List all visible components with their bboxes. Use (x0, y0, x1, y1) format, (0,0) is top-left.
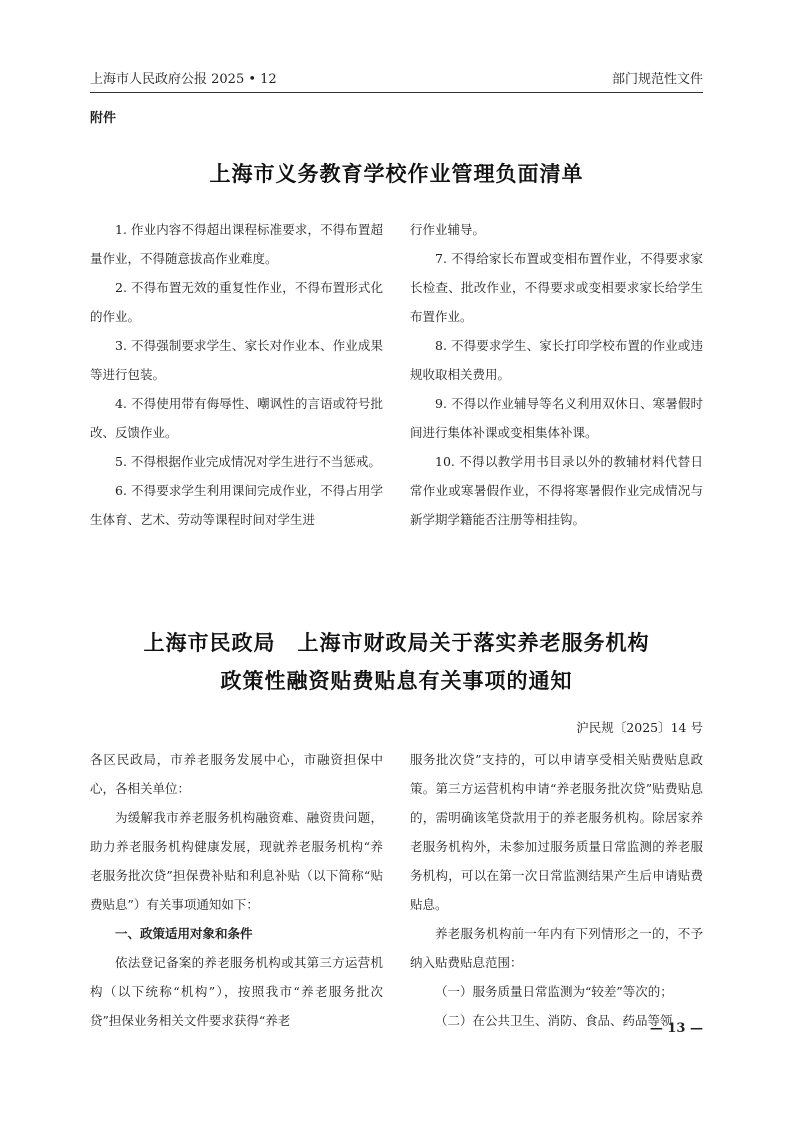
body-paragraph: 服务批次贷”支持的，可以申请享受相关贴费贴息政策。第三方运营机构申请“养老服务批次贷”贴费贴息的，需明确该笔贷款用于的养老服务机构。除居家养老服务机构外，未参加过服务质量日常监测的养老服务机构，可以在第一次日常监测结果产生后申请贴费贴息。 (410, 752, 703, 912)
list-item: 1. 作业内容不得超出课程标准要求，不得布置超量作业，不得随意拔高作业难度。 (90, 222, 383, 266)
doc2-left-column (90, 745, 383, 1035)
intro-paragraph: 为缓解我市养老服务机构融资难、融资贵问题，助力养老服务机构健康发展，现就养老服务机构“养老服务批次贷”担保费补贴和利息补贴（以下简称“贴费贴息”）有关事项通知如下： (90, 810, 383, 912)
gazette-title: 上海市人民政府公报 2025 • 12 (90, 72, 277, 87)
doc2-right-column (410, 745, 703, 1035)
doc1-title: 上海市义务教育学校作业管理负面清单 (209, 162, 584, 186)
list-item: 10. 不得以教学用书目录以外的教辅材料代替日常作业或寒暑假作业，不得将寒暑假作业完成情况与新学期学籍能否注册等相挂钩。 (410, 454, 703, 527)
body-paragraph: 依法登记备案的养老服务机构或其第三方运营机构（以下统称“机构”），按照我市“养老服务批次贷”担保业务相关文件要求获得“养老 (90, 955, 383, 1028)
list-item-continuation: 行作业辅导。 (410, 222, 486, 237)
list-item: （二）在公共卫生、消防、食品、药品等领 (435, 1013, 673, 1028)
list-item: 2. 不得布置无效的重复性作业，不得布置形式化的作业。 (90, 280, 383, 324)
list-item: （一）服务质量日常监测为“较差”等次的； (435, 984, 673, 999)
doc-number: 沪民规〔2025〕14 号 (576, 720, 703, 735)
doc1-right-column (410, 215, 703, 534)
doc2-title-line2: 政策性融资贴费贴息有关事项的通知 (220, 669, 573, 693)
page-number: — 13 — (649, 1021, 703, 1036)
doc2-title-line1: 上海市民政局 上海市财政局关于落实养老服务机构 (143, 631, 650, 655)
doc1-left-column (90, 215, 383, 534)
section-heading: 一、政策适用对象和条件 (115, 926, 253, 941)
list-item: 3. 不得强制要求学生、家长对作业本、作业成果等进行包装。 (90, 338, 383, 382)
salutation: 各区民政局，市养老服务发展中心，市融资担保中心，各相关单位： (90, 752, 383, 796)
list-item: 4. 不得使用带有侮辱性、嘲讽性的言语或符号批改、反馈作业。 (90, 396, 383, 440)
list-item: 5. 不得根据作业完成情况对学生进行不当惩戒。 (115, 454, 381, 469)
section-category: 部门规范性文件 (611, 72, 703, 87)
body-paragraph: 养老服务机构前一年内有下列情形之一的，不予纳入贴费贴息范围： (410, 926, 703, 970)
list-item: 6. 不得要求学生利用课间完成作业，不得占用学生体育、艺术、劳动等课程时间对学生进 (90, 483, 383, 527)
page-header (90, 68, 703, 93)
list-item: 8. 不得要求学生、家长打印学校布置的作业或违规收取相关费用。 (410, 338, 703, 382)
list-item: 9. 不得以作业辅导等名义利用双休日、寒暑假时间进行集体补课或变相集体补课。 (410, 396, 703, 440)
list-item: 7. 不得给家长布置或变相布置作业，不得要求家长检查、批改作业，不得要求或变相要求家长给学生布置作业。 (410, 251, 703, 324)
attachment-label: 附件 (90, 111, 117, 126)
